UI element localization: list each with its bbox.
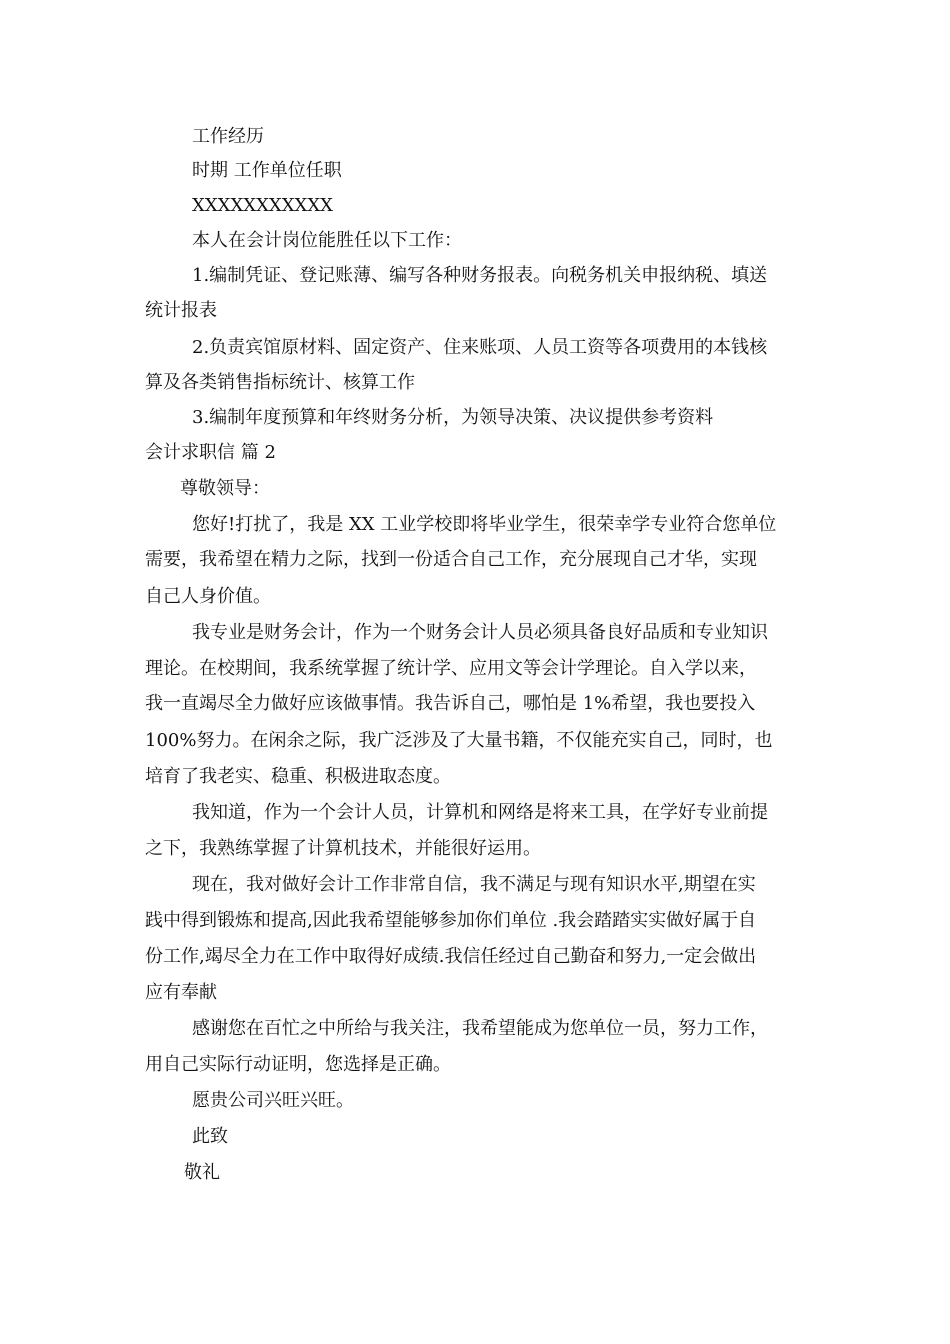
work-history-intro: 本人在会计岗位能胜任以下工作： (192, 230, 462, 251)
paragraph-5-line-1: 感谢您在百忙之中所给与我关注，我希望能成为您单位一员，努力工作， (192, 1018, 768, 1039)
duty-item-2-line-2: 算及各类销售指标统计、核算工作 (145, 372, 415, 393)
closing-jingli: 敬礼 (184, 1162, 220, 1183)
letter-salutation: 尊敬领导： (180, 478, 270, 499)
letter-heading: 会计求职信 篇 2 (145, 442, 276, 463)
paragraph-4-line-4: 应有奉献 (145, 982, 217, 1003)
paragraph-3-line-2: 之下，我熟练掌握了计算机技术，并能很好运用。 (145, 838, 541, 859)
paragraph-1-line-3: 自己人身价值。 (145, 586, 271, 607)
paragraph-2-line-1: 我专业是财务会计，作为一个财务会计人员必须具备良好品质和专业知识 (192, 622, 768, 643)
duty-item-2-line-1: 2.负责宾馆原材料、固定资产、住来账项、人员工资等各项费用的本钱核 (192, 337, 768, 358)
paragraph-1-line-1: 您好!打扰了，我是 XX 工业学校即将毕业学生，很荣幸学专业符合您单位 (192, 514, 777, 535)
duty-item-1-line-1: 1.编制凭证、登记账薄、编写各种财务报表。向税务机关申报纳税、填送 (192, 265, 768, 286)
duty-item-3: 3.编制年度预算和年终财务分析，为领导决策、决议提供参考资料 (192, 407, 714, 428)
duty-item-1-line-2: 统计报表 (145, 300, 217, 321)
work-history-placeholder: XXXXXXXXXXX (192, 195, 333, 216)
paragraph-4-line-3: 份工作,竭尽全力在工作中取得好成绩.我信任经过自己勤奋和努力,一定会做出 (145, 946, 757, 967)
paragraph-4-line-1: 现在，我对做好会计工作非常自信，我不满足与现有知识水平,期望在实 (192, 874, 756, 895)
closing-wish: 愿贵公司兴旺兴旺。 (192, 1090, 354, 1111)
paragraph-2-line-5: 培育了我老实、稳重、积极进取态度。 (145, 766, 451, 787)
paragraph-3-line-1: 我知道，作为一个会计人员，计算机和网络是将来工具，在学好专业前提 (192, 802, 768, 823)
work-history-title: 工作经历 (192, 126, 264, 147)
paragraph-2-line-4: 100%努力。在闲余之际，我广泛涉及了大量书籍，不仅能充实自己，同时，也 (145, 730, 773, 751)
paragraph-5-line-2: 用自己实际行动证明，您选择是正确。 (145, 1054, 451, 1075)
paragraph-1-line-2: 需要，我希望在精力之际，找到一份适合自己工作，充分展现自己才华，实现 (145, 549, 757, 570)
paragraph-2-line-2: 理论。在校期间，我系统掌握了统计学、应用文等会计学理论。自入学以来， (145, 658, 757, 679)
paragraph-4-line-2: 践中得到锻炼和提高,因此我希望能够参加你们单位 .我会踏踏实实做好属于自 (145, 910, 757, 931)
paragraph-2-line-3: 我一直竭尽全力做好应该做事情。我告诉自己，哪怕是 1%希望，我也要投入 (145, 693, 756, 714)
closing-cizhi: 此致 (192, 1126, 228, 1147)
work-history-columns: 时期 工作单位任职 (192, 160, 342, 181)
